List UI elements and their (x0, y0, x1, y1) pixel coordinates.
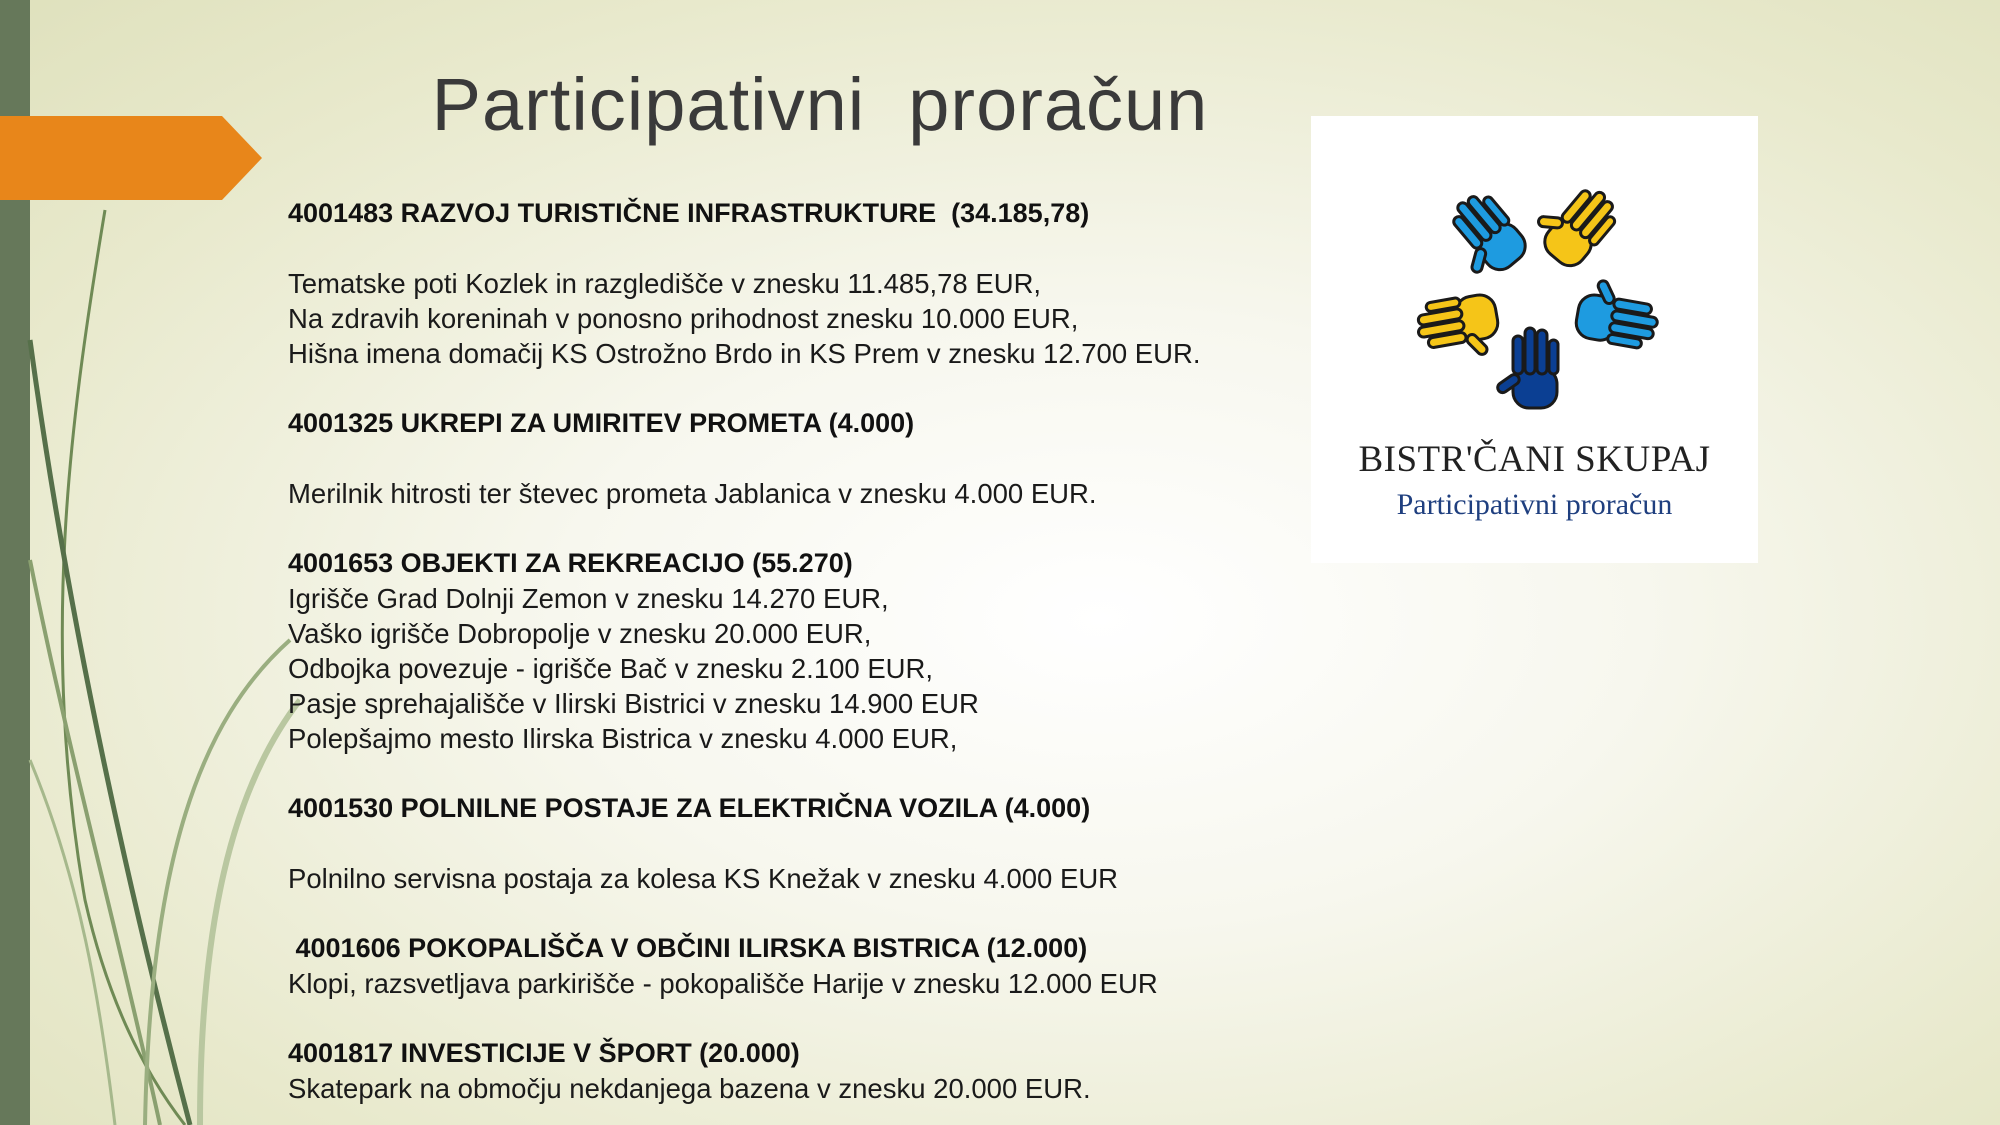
section-heading: 4001325 UKREPI ZA UMIRITEV PROMETA (4.000) (288, 408, 915, 438)
list-item: Hišna imena domačij KS Ostrožno Brdo in KS Prem v znesku 12.700 EUR. (288, 338, 1201, 369)
list-item: Vaško igrišče Dobropolje v znesku 20.000 EUR, (288, 618, 872, 649)
slide-title: Participativni proračun (431, 63, 1209, 146)
list-item: Polepšajmo mesto Ilirska Bistrica v znesku 4.000 EUR, (288, 723, 958, 754)
budget-section-3 (288, 546, 1308, 756)
section-heading: 4001530 POLNILNE POSTAJE ZA ELEKTRIČNA VOZILA (4.000) (288, 793, 1091, 823)
orange-arrow-marker (0, 116, 262, 200)
budget-section-6 (288, 1036, 1308, 1106)
budget-section-2 (288, 406, 1308, 511)
bistrcani-skupaj-logo (1311, 116, 1758, 563)
list-item: Odbojka povezuje - igrišče Bač v znesku 2.100 EUR, (288, 653, 934, 684)
logo-title: BISTR'ČANI SKUPAJ (1358, 439, 1711, 480)
list-item: Na zdravih koreninah v ponosno prihodnost znesku 10.000 EUR, (288, 303, 1079, 334)
budget-content (288, 196, 1308, 1106)
list-item: Klopi, razsvetljava parkirišče - pokopališče Harije v znesku 12.000 EUR (288, 968, 1158, 999)
section-heading: 4001653 OBJEKTI ZA REKREACIJO (55.270) (288, 548, 853, 578)
section-heading: 4001606 POKOPALIŠČA V OBČINI ILIRSKA BISTRICA (12.000) (288, 933, 1088, 963)
section-heading: 4001483 RAZVOJ TURISTIČNE INFRASTRUKTURE (34.185,78) (288, 198, 1090, 228)
list-item: Tematske poti Kozlek in razgledišče v znesku 11.485,78 EUR, (288, 268, 1042, 299)
list-item: Merilnik hitrosti ter števec prometa Jablanica v znesku 4.000 EUR. (288, 478, 1097, 509)
budget-section-1 (288, 196, 1308, 371)
budget-section-4 (288, 791, 1308, 896)
section-heading: 4001817 INVESTICIJE V ŠPORT (20.000) (288, 1038, 800, 1068)
list-item: Polnilno servisna postaja za kolesa KS Knežak v znesku 4.000 EUR (288, 863, 1119, 894)
list-item: Skatepark na območju nekdanjega bazena v znesku 20.000 EUR. (288, 1073, 1091, 1104)
list-item: Pasje sprehajališče v Ilirski Bistrici v znesku 14.900 EUR (288, 688, 979, 719)
logo-subtitle: Participativni proračun (1396, 488, 1673, 521)
list-item: Igrišče Grad Dolnji Zemon v znesku 14.270 EUR, (288, 583, 889, 614)
budget-section-5 (288, 931, 1308, 1001)
